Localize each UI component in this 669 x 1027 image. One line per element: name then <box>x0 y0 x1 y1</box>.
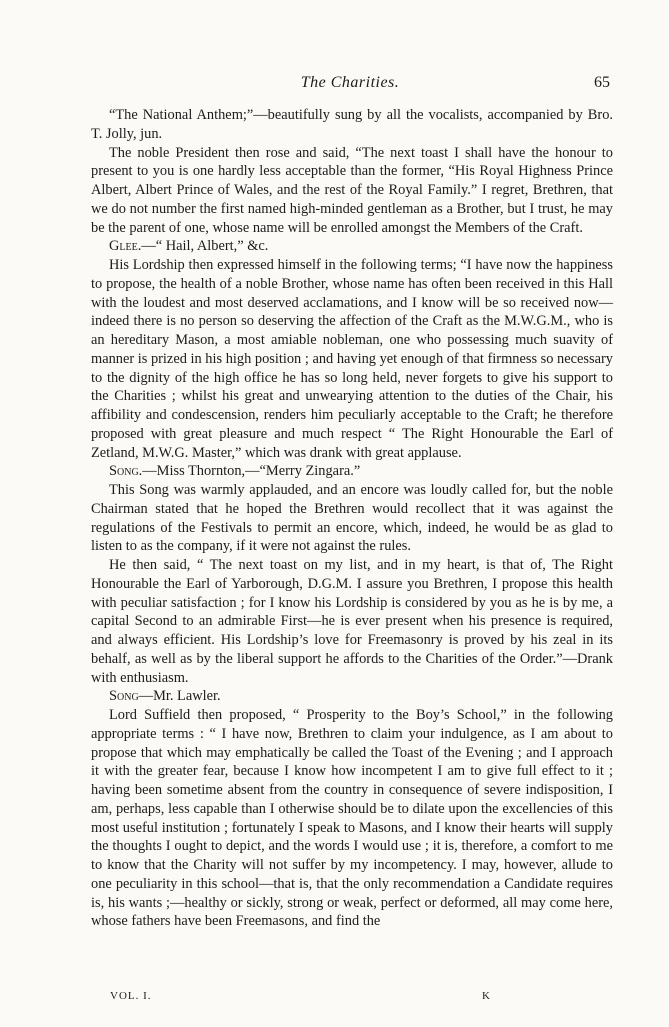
paragraph-lead: Song <box>109 688 139 705</box>
paragraph-glee <box>91 237 613 256</box>
running-title: The Charities. <box>300 74 400 91</box>
paragraph-text: Lord Suffield then proposed, “ Prosperity to the Boy’s School,” in the following appropriate terms : “ I have now, Brethren to claim your indulgence, as I am about to propose that which may emphatically be called the Toast of the Evening ; and I approach it with the greater fear, because I know how incompetent I am to give full effect to it ; having been sometime absent from the country in consequence of severe indisposition, I am, perhaps, less capable than I otherwise should be to dilate upon the excellencies of this most useful institution ; fortunately I speak to Masons, and I know their hearts will supply the thoughts I ought to depict, and the words I would use ; it is, therefore, a comfort to me to know that the Charity will not suffer by my incompetency. I may, however, allude to one peculiarity in this school—that is, that the only recommendation a Candidate requires is, his wants ;—healthy or sickly, strong or weak, perfect or deformed, all may come here, whose fathers have been Freemasons, and find the <box>91 707 613 930</box>
page-footer <box>110 990 510 1006</box>
paragraph-lead: Song. <box>109 463 143 480</box>
paragraph-text: —Mr. Lawler. <box>138 688 221 705</box>
paragraph-encore <box>91 481 613 556</box>
paragraph-song-thornton <box>91 462 613 481</box>
paragraph-text: —“ Hail, Albert,” &c. <box>141 238 269 255</box>
paragraph-lead: Glee. <box>109 238 142 255</box>
signature-mark: K <box>482 990 491 1002</box>
paragraph-text: His Lordship then expressed himself in the following terms; “I have now the happiness to propose, the health of a noble Brother, whose name has often been received in this Hall with the loudest and most deserved acclamations, and I know will be so received now—indeed there is no person so deserving the affection of the Craft as the M.W.G.M., who is an hereditary Mason, a most amiable nobleman, one who possessing much suavity of manner is prized in his high position ; and having yet enough of that firmness so necessary to the dignity of the high office he has so long held, never forgets to give his support to the Charities ; whilst his great and unwearying attention to the duties of the Chair, his affibility and condescension, renders him peculiarly acceptable to the Craft; he therefore proposed with great pleasure and much respect “ The Right Honourable the Earl of Zetland, M.W.G. Master,” which was drank with great applause. <box>91 257 613 461</box>
paragraph-text: He then said, “ The next toast on my list, and in my heart, is that of, The Right Honourable the Earl of Yarborough, D.G.M. I assure you Brethren, I propose this health with peculiar satisfaction ; for I know his Lordship is considered by you as he is by me, a capital Second to an admirable First—he is ever present when his presence is required, and always efficient. His Lordship’s love for Freemasonry is proved by his zeal in its behalf, as well as by the liberal support he affords to the Charities of the Order.”—Drank with enthusiasm. <box>91 557 613 686</box>
paragraph-grand-master-toast <box>91 256 613 462</box>
paragraph-text: The noble President then rose and said, “The next toast I shall have the honour to present to you is one hardly less acceptable than the former, “His Royal Highness Prince Albert, Albert Prince of Wales, and the rest of the Royal Family.” I regret, Brethren, that we do not number the first named high-minded gentleman as a Brother, but I trust, he may be the parent of one, whose name will be enrolled amongst the Members of the Craft. <box>91 144 613 236</box>
paragraph-text: This Song was warmly applauded, and an encore was loudly called for, but the noble Chairman stated that he hoped the Brethren would recollect that it was against the regulations of the Festivals to permit an encore, which, indeed, he would be as glad to listen to as the company, if it were not against the rules. <box>91 482 613 555</box>
paragraph-text: —Miss Thornton,—“Merry Zingara.” <box>142 463 361 480</box>
page-number: 65 <box>594 74 610 91</box>
paragraph-royal-toast <box>91 144 613 238</box>
volume-label: VOL. I. <box>110 990 152 1002</box>
paragraph-text: “The National Anthem;”—beautifully sung by all the vocalists, accompanied by Bro. T. Jolly, jun. <box>91 107 613 142</box>
paragraph-boys-school <box>91 706 613 931</box>
page-header <box>90 74 610 98</box>
paragraph-anthem <box>91 106 613 144</box>
paragraph-deputy-toast <box>91 556 613 687</box>
paragraph-song-lawler <box>91 687 613 706</box>
body-text <box>91 106 613 931</box>
